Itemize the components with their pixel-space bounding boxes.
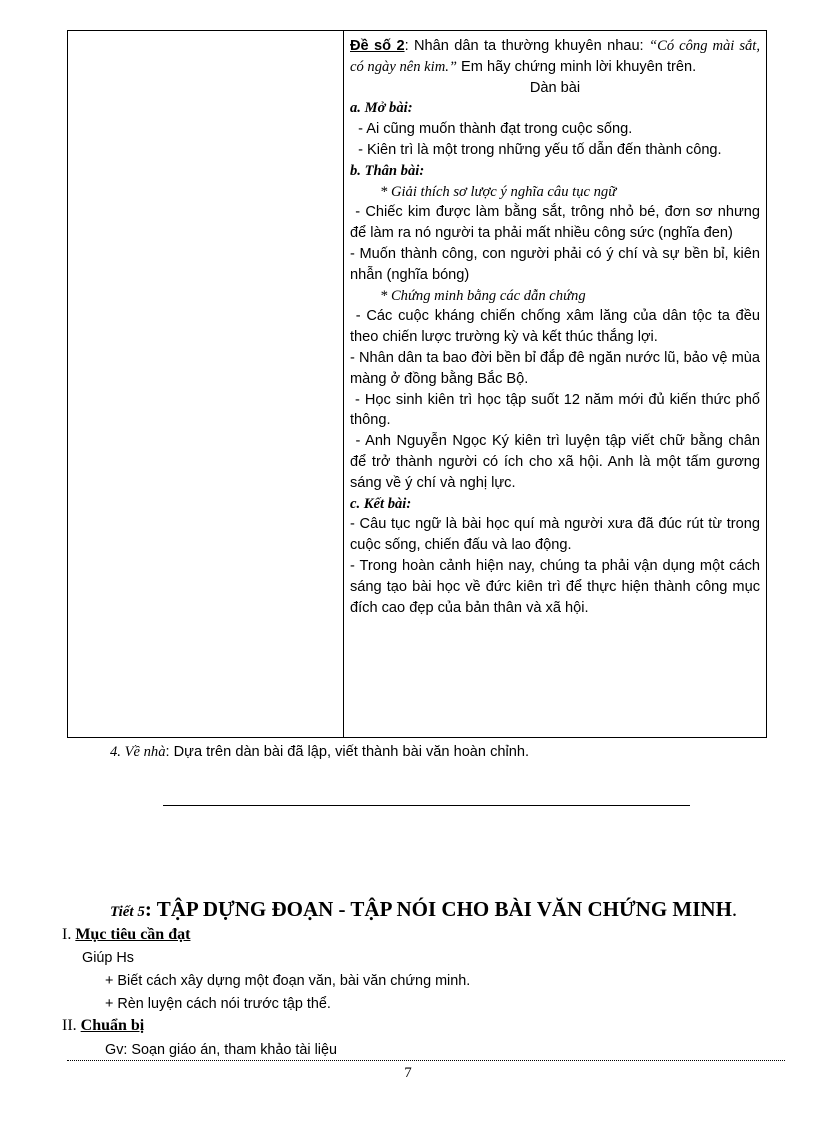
section-objectives-heading xyxy=(62,926,190,944)
body-heading: b. Thân bài: xyxy=(350,162,425,179)
lesson-colon: : xyxy=(144,897,157,921)
intro-line: - Ai cũng muốn thành đạt trong cuộc sống. xyxy=(358,121,633,138)
section-number: I. xyxy=(62,926,76,943)
explain-line: - Muốn thành công, con người phải có ý chí và sự bền bỉ, kiên nhẫn (nghĩa bóng) xyxy=(350,245,760,283)
prove-line: - Các cuộc kháng chiến chống xâm lăng của dân tộc ta đều theo chiến lược trường kỳ và kết thúc thắng lợi. xyxy=(350,308,760,346)
homework-text: : Dựa trên dàn bài đã lập, viết thành bài văn hoàn chỉnh. xyxy=(165,744,530,760)
conclusion-heading: c. Kết bài: xyxy=(350,495,412,512)
homework-label: 4. Về nhà xyxy=(110,744,166,760)
lesson-title xyxy=(110,897,737,922)
topic-label: Đề số 2 xyxy=(350,38,405,54)
section-preparation-heading xyxy=(62,1017,144,1035)
section-label: Chuẩn bị xyxy=(80,1017,145,1034)
topic-paragraph xyxy=(350,36,760,78)
proverb: “Có công mài sắt, có ngày nên kim.” xyxy=(350,38,760,75)
homework-line xyxy=(110,742,529,762)
prove-line: - Nhân dân ta bao đời bền bỉ đắp đê ngăn nước lũ, bảo vệ mùa màng ở đồng bằng Bắc Bộ. xyxy=(350,349,760,387)
lesson-number: Tiết 5 xyxy=(110,904,145,920)
outline-table xyxy=(67,30,767,738)
objective-line: Giúp Hs xyxy=(82,950,134,966)
footer-rule xyxy=(67,1060,785,1061)
section-separator xyxy=(163,805,690,806)
topic-end: Em hãy chứng minh lời khuyên trên. xyxy=(457,58,697,75)
section-number: II. xyxy=(62,1017,81,1034)
prove-heading: * Chứng minh bằng các dẫn chứng xyxy=(380,287,586,304)
objective-line: + Biết cách xây dựng một đoạn văn, bài văn chứng minh. xyxy=(105,973,471,989)
intro-heading: a. Mở bài: xyxy=(350,100,413,117)
conclusion-line: - Trong hoàn cảnh hiện nay, chúng ta phải vận dụng một cách sáng tạo bài học về đức kiên trì để thực hiện thành công mục đích cao đẹp của bản thân và xã hội. xyxy=(350,557,760,616)
lesson-title-text: TẬP DỰNG ĐOẠN - TẬP NÓI CHO BÀI VĂN CHỨNG MINH xyxy=(156,897,732,921)
preparation-line: Gv: Soạn giáo án, tham khảo tài liệu xyxy=(105,1042,337,1058)
page-number: 7 xyxy=(404,1065,412,1081)
prove-line: - Anh Nguyễn Ngọc Ký kiên trì luyện tập viết chữ bằng chân để trở thành người có ích cho xã hội. Anh là một tấm gương sáng về ý chí và nghị lực. xyxy=(350,433,760,491)
outline-title: Dàn bài xyxy=(529,79,581,96)
table-column-divider xyxy=(343,31,344,737)
explain-heading: * Giải thích sơ lược ý nghĩa câu tục ngữ xyxy=(380,183,617,200)
outline-cell xyxy=(350,36,760,618)
section-label: Mục tiêu cần đạt xyxy=(75,926,191,943)
topic-text: Nhân dân ta thường khuyên nhau: xyxy=(408,38,649,54)
intro-line: - Kiên trì là một trong những yếu tố dẫn đến thành công. xyxy=(358,141,722,158)
prove-line: - Học sinh kiên trì học tập suốt 12 năm mới đủ kiến thức phổ thông. xyxy=(350,391,760,429)
lesson-dot: . xyxy=(731,897,738,921)
objective-line: + Rèn luyện cách nói trước tập thể. xyxy=(105,996,331,1012)
explain-line: - Chiếc kim được làm bằng sắt, trông nhỏ bé, đơn sơ nhưng để làm ra nó người ta phải mất nhiều công sức (nghĩa đen) xyxy=(350,204,760,242)
topic-colon: : xyxy=(404,38,409,54)
conclusion-line: - Câu tục ngữ là bài học quí mà người xưa đã đúc rút từ trong cuộc sống, chiến đấu và lao động. xyxy=(350,516,760,554)
